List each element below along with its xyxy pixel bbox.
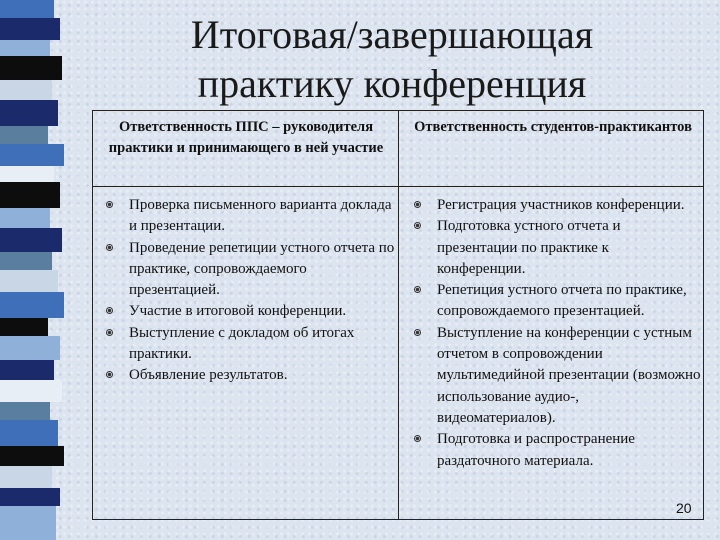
bullet-icon [414,201,421,208]
column-divider [398,111,399,519]
stripe [0,292,64,318]
list-item [405,429,701,472]
stripe [0,420,58,446]
list-item-text: Проверка письменного варианта доклада и презентации. [129,197,392,235]
list-item-text: Репетиция устного отчета по практике, сопровождаемого презентацией. [437,282,687,320]
stripe [0,166,54,182]
stripe [0,100,58,126]
stripe [0,252,52,270]
stripe [0,80,52,100]
stripe [0,228,62,252]
right-column-header: Ответственность студентов-практикантов [414,119,692,135]
header-divider [93,186,703,187]
stripe [0,182,60,208]
bullet-icon [414,286,421,293]
slide-title-line-1: Итоговая/завершающая [190,12,594,57]
stripe [0,318,48,336]
list-item [97,195,397,238]
bullet-icon [414,222,421,229]
stripe [0,18,60,40]
stripe [0,380,62,402]
stripe [0,126,48,144]
slide-title [92,10,692,108]
list-item-text: Проведение репетиции устного отчета по практике, сопровождаемого презентацией. [129,239,395,299]
slide-title-line-2: практику конференция [197,61,587,106]
bullet-icon [106,371,113,378]
bullet-icon [414,329,421,336]
bullet-icon [106,329,113,336]
list-item [405,195,701,216]
bullet-icon [414,435,421,442]
list-item [97,238,397,302]
list-item [97,323,397,366]
right-column-list [405,195,701,472]
stripe [0,208,50,228]
list-item-text: Выступление на конференции с устным отчетом в сопровождении мультимедийной презентации (возможно использование аудио-, видеоматериалов). [437,324,701,426]
responsibility-table [92,110,704,520]
stripe [0,488,60,506]
bullet-icon [106,307,113,314]
decorative-stripe-bar [0,0,66,540]
stripe [0,0,54,18]
list-item [405,216,701,280]
stripe [0,506,56,540]
list-item-text: Выступление с докладом об итогах практики. [129,324,355,363]
list-item [405,323,701,429]
list-item-text: Подготовка и распространение раздаточного материала. [437,431,635,469]
stripe [0,144,64,166]
list-item-text: Регистрация участников конференции. [437,197,685,213]
bullet-icon [106,201,113,208]
stripe [0,402,50,420]
list-item-text: Объявление результатов. [129,367,288,384]
stripe [0,40,50,56]
stripe [0,360,54,380]
list-item [97,365,397,386]
stripe [0,336,60,360]
stripe [0,446,64,466]
list-item-text: Участие в итоговой конференции. [129,303,347,320]
stripe [0,56,62,80]
list-item [97,301,397,322]
left-column-list [97,195,397,387]
slide-number: 20 [676,500,692,516]
bullet-icon [106,244,113,251]
stripe [0,466,52,488]
left-column-header: Ответственность ППС – руководителя практики и принимающего в ней участие [108,119,384,156]
list-item [405,280,701,323]
stripe [0,270,58,292]
list-item-text: Подготовка устного отчета и презентации по практике к конференции. [437,218,621,277]
